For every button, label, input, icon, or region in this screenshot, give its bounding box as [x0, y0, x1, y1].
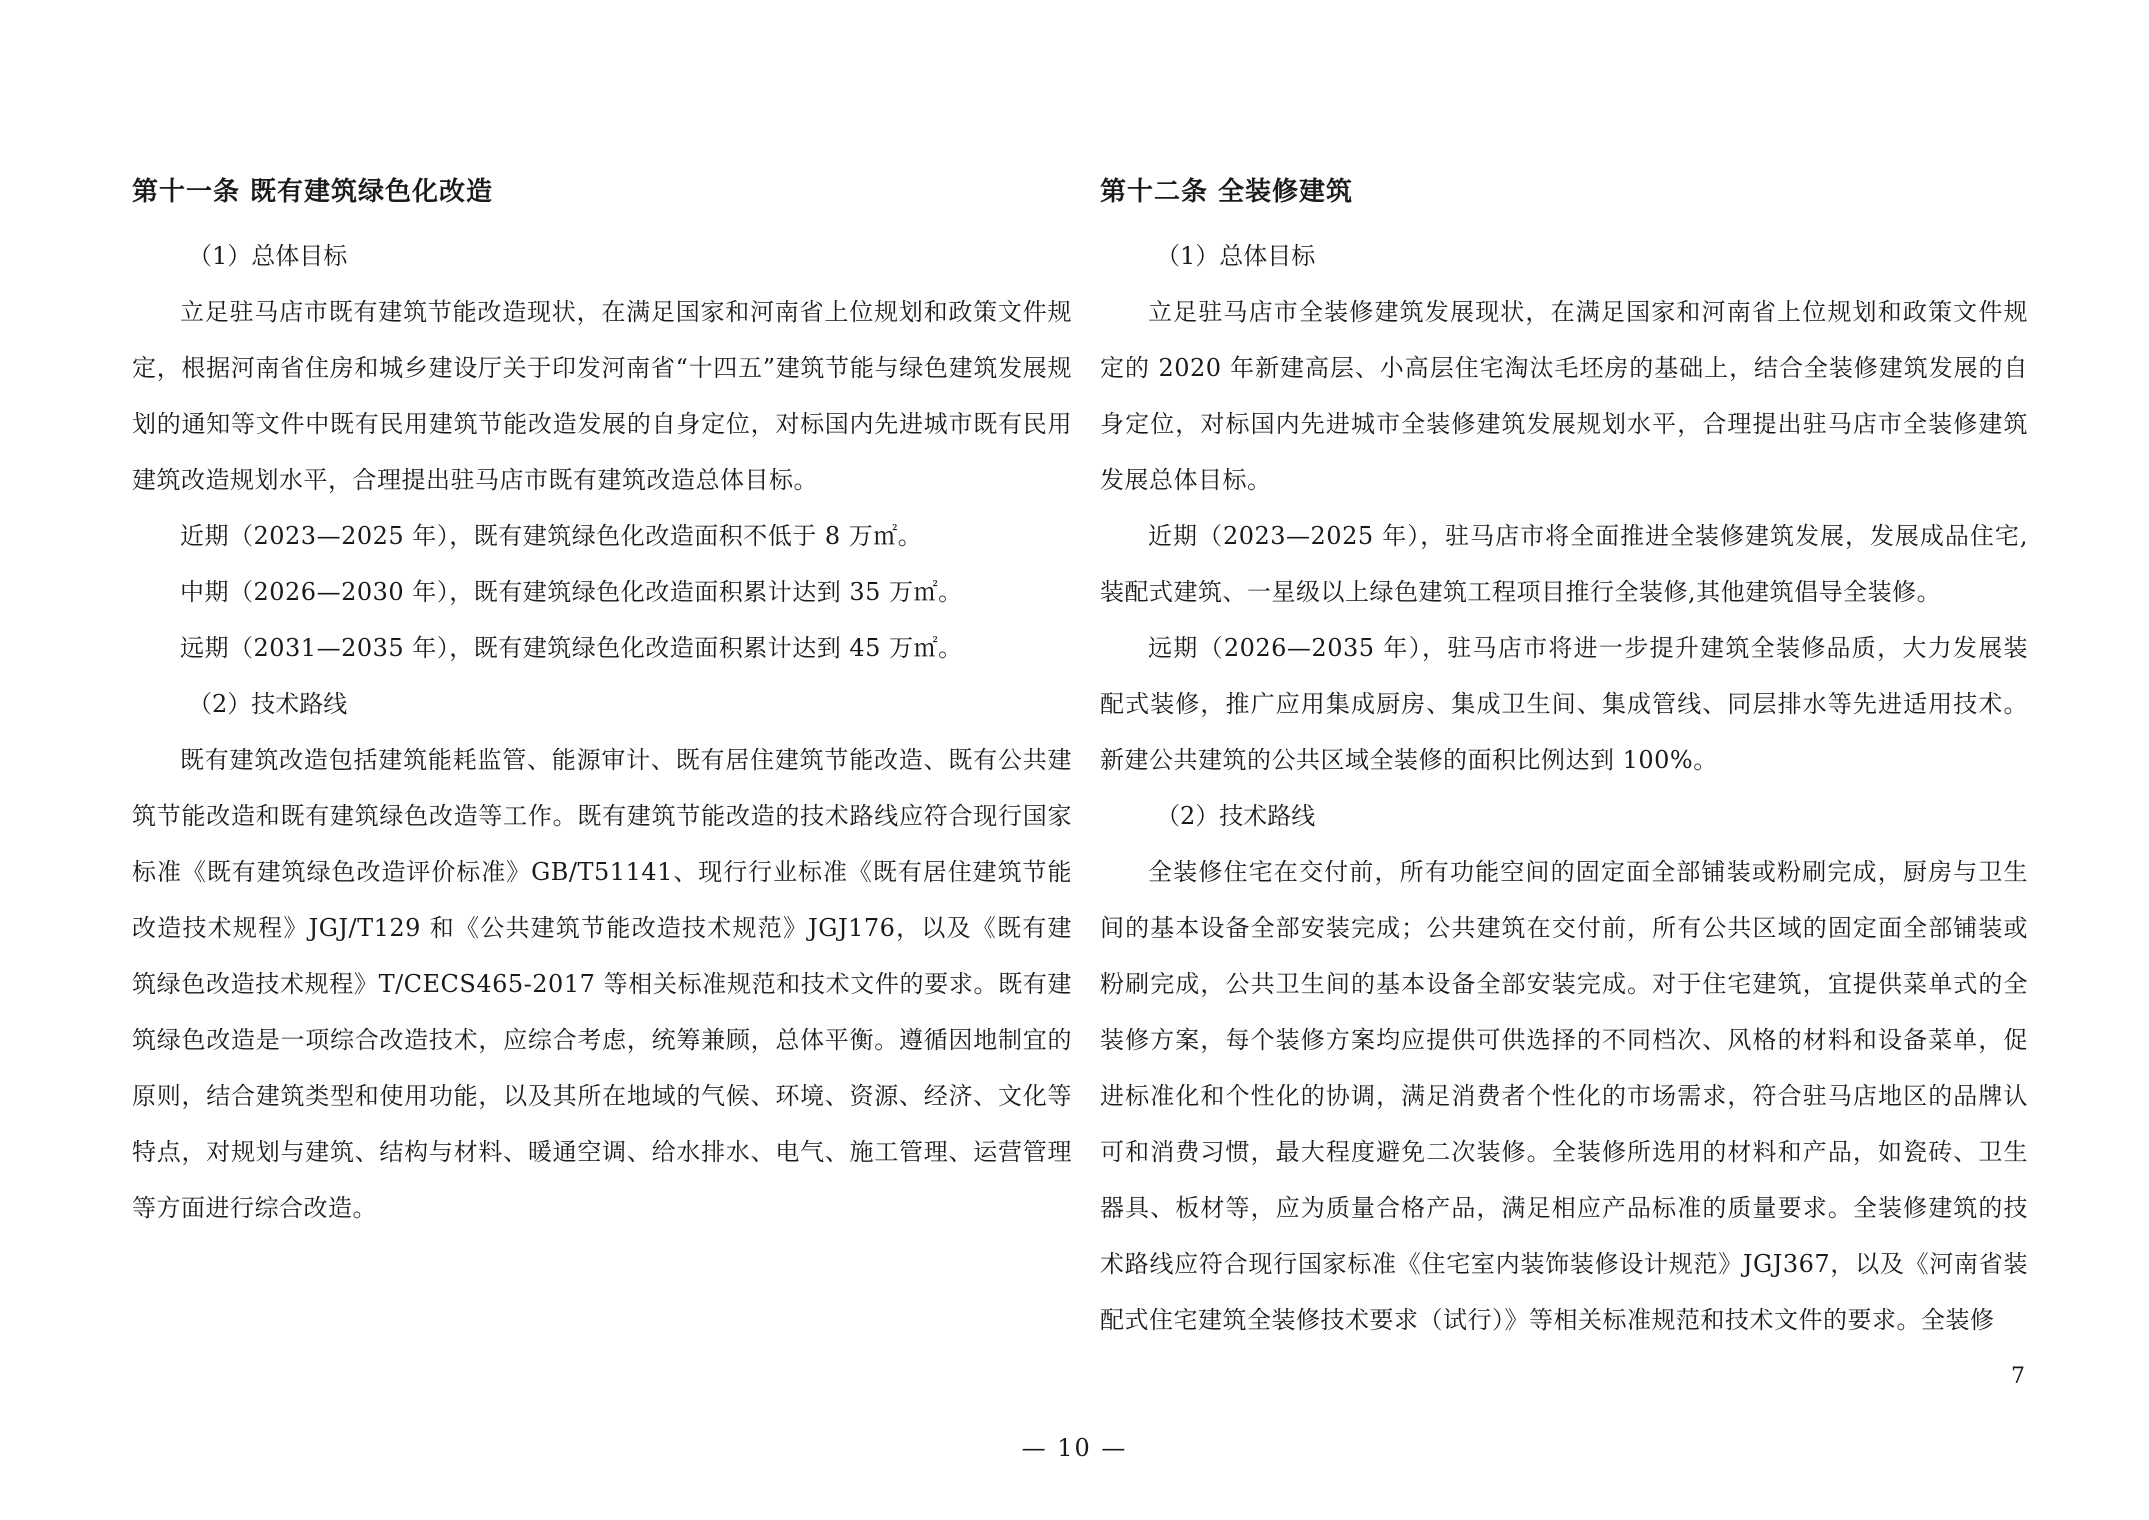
technical-route-heading: （2）技术路线 [188, 690, 348, 718]
overall-goal-paragraph: 立足驻马店市既有建筑节能改造现状，在满足国家和河南省上位规划和政策文件规定，根据河南省住房和城乡建设厅关于印发河南省“十四五”建筑节能与绿色建筑发展规划的通知等文件中既有民用建筑节能改造发展的自身定位，对标国内先进城市既有民用建筑改造规划水平，合理提出驻马店市既有建筑改造总体目标。 [132, 298, 1072, 494]
page-footer-number: — 10 — [1021, 1434, 1128, 1462]
technical-route-heading: （2）技术路线 [1156, 802, 1316, 830]
technical-route-paragraph: 全装修住宅在交付前，所有功能空间的固定面全部铺装或粉刷完成，厨房与卫生间的基本设备全部安装完成；公共建筑在交付前，所有公共区域的固定面全部铺装或粉刷完成，公共卫生间的基本设备全部安装完成。对于住宅建筑，宜提供菜单式的全装修方案，每个装修方案均应提供可供选择的不同档次、风格的材料和设备菜单，促进标准化和个性化的协调，满足消费者个性化的市场需求，符合驻马店地区的品牌认可和消费习惯，最大程度避免二次装修。全装修所选用的材料和产品，如瓷砖、卫生器具、板材等，应为质量合格产品，满足相应产品标准的质量要求。全装修建筑的技术路线应符合现行国家标准《住宅室内装饰装修设计规范》JGJ367，以及《河南省装配式住宅建筑全装修技术要求（试行）》等相关标准规范和技术文件的要求。全装修 [1100, 858, 2028, 1334]
article-11-title: 第十一条 既有建筑绿色化改造 [132, 177, 494, 207]
near-term-goal: 近期（2023—2025 年），既有建筑绿色化改造面积不低于 8 万㎡。 [180, 522, 923, 550]
overall-goal-heading: （1）总体目标 [1156, 242, 1316, 270]
mid-term-goal: 中期（2026—2030 年），既有建筑绿色化改造面积累计达到 35 万㎡。 [180, 578, 963, 606]
right-column [1100, 172, 2028, 1348]
near-term-goal: 近期（2023—2025 年），驻马店市将全面推进全装修建筑发展，发展成品住宅,装配式建筑、一星级以上绿色建筑工程项目推行全装修,其他建筑倡导全装修。 [1100, 522, 2028, 606]
overall-goal-heading: （1）总体目标 [188, 242, 348, 270]
long-term-goal: 远期（2026—2035 年），驻马店市将进一步提升建筑全装修品质，大力发展装配式装修，推广应用集成厨房、集成卫生间、集成管线、同层排水等先进适用技术。新建公共建筑的公共区域全装修的面积比例达到 100%。 [1100, 634, 2028, 774]
inner-page-number: 7 [2011, 1364, 2025, 1389]
technical-route-paragraph: 既有建筑改造包括建筑能耗监管、能源审计、既有居住建筑节能改造、既有公共建筑节能改造和既有建筑绿色改造等工作。既有建筑节能改造的技术路线应符合现行国家标准《既有建筑绿色改造评价标准》GB/T51141、现行行业标准《既有居住建筑节能改造技术规程》JGJ/T129 和《公共建筑节能改造技术规范》JGJ176，以及《既有建筑绿色改造技术规程》T/CECS465-2017 等相关标准规范和技术文件的要求。既有建筑绿色改造是一项综合改造技术，应综合考虑，统筹兼顾，总体平衡。遵循因地制宜的原则，结合建筑类型和使用功能，以及其所在地域的气候、环境、资源、经济、文化等特点，对规划与建筑、结构与材料、暖通空调、给水排水、电气、施工管理、运营管理等方面进行综合改造。 [132, 746, 1072, 1222]
article-12-title: 第十二条 全装修建筑 [1100, 177, 1354, 207]
long-term-goal: 远期（2031—2035 年），既有建筑绿色化改造面积累计达到 45 万㎡。 [180, 634, 963, 662]
overall-goal-paragraph: 立足驻马店市全装修建筑发展现状，在满足国家和河南省上位规划和政策文件规定的 2020 年新建高层、小高层住宅淘汰毛坯房的基础上，结合全装修建筑发展的自身定位，对标国内先进城市全装修建筑发展规划水平，合理提出驻马店市全装修建筑发展总体目标。 [1100, 298, 2028, 494]
left-column [132, 172, 1072, 1236]
